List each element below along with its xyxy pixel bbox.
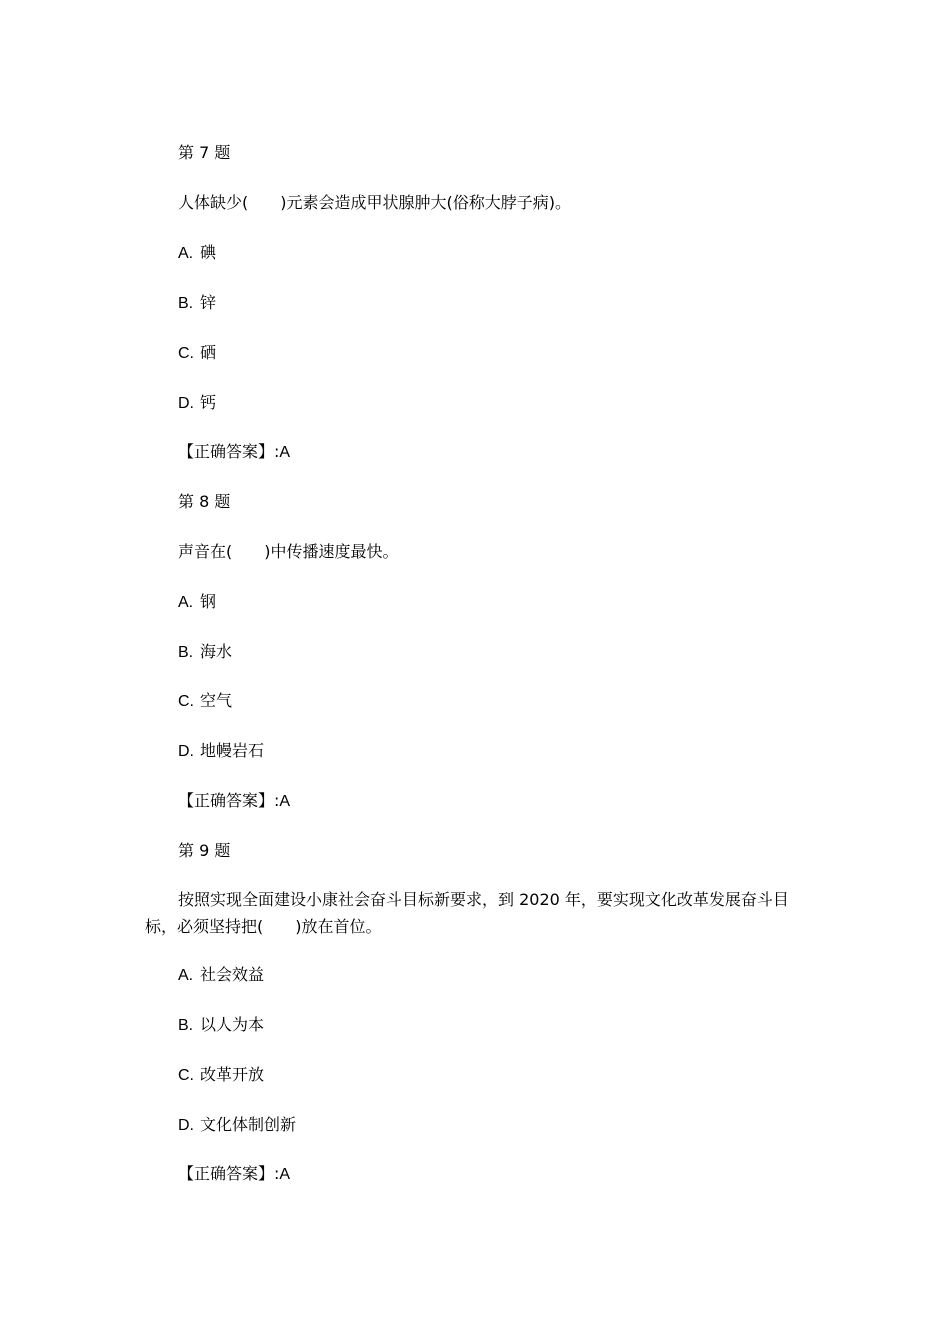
option-b [178,293,216,313]
option-text: 锌 [200,293,217,312]
option-a [178,243,216,263]
option-letter: C. [178,1067,194,1084]
answer-value: A [279,444,291,461]
option-text: 地幔岩石 [200,741,265,760]
answer-label: 【正确答案】: [178,442,280,461]
option-text: 碘 [200,243,217,262]
option-letter: B. [178,295,194,312]
question-number: 第 8 题 [178,492,231,511]
option-text: 空气 [200,691,233,710]
option-letter: C. [178,693,194,710]
question-number: 第 9 题 [178,841,231,860]
option-a [178,592,216,612]
option-letter: A. [178,967,194,984]
question-stem: 声音在( )中传播速度最快。 [178,542,399,561]
option-c [178,343,216,363]
option-letter: A. [178,245,194,262]
answer-label: 【正确答案】: [178,1164,280,1183]
question-stem: 人体缺少( )元素会造成甲状腺肿大(俗称大脖子病)。 [178,193,571,212]
option-text: 文化体制创新 [200,1115,297,1134]
option-d [178,393,216,413]
option-c [178,691,232,711]
answer-label: 【正确答案】: [178,791,280,810]
option-letter: A. [178,594,194,611]
option-letter: D. [178,743,194,760]
option-a [178,965,264,985]
option-text: 钙 [200,393,217,412]
answer-value: A [279,1166,291,1183]
option-b [178,1015,264,1035]
option-text: 钢 [200,592,217,611]
option-letter: B. [178,1017,194,1034]
option-letter: B. [178,644,194,661]
question-number: 第 7 题 [178,143,231,162]
option-letter: C. [178,345,194,362]
answer-line [178,442,290,462]
answer-value: A [279,793,291,810]
answer-line [178,791,290,811]
option-b [178,642,232,662]
option-letter: D. [178,395,194,412]
option-d [178,741,264,761]
option-text: 社会效益 [200,965,265,984]
option-text: 改革开放 [200,1065,265,1084]
option-text: 海水 [200,642,233,661]
option-text: 以人为本 [200,1015,265,1034]
option-c [178,1065,264,1085]
option-d [178,1115,296,1135]
answer-line [178,1164,290,1184]
option-letter: D. [178,1117,194,1134]
question-stem: 按照实现全面建设小康社会奋斗目标新要求，到 2020 年，要实现文化改革发展奋斗目标，必须坚持把( )放在首位。 [145,890,789,936]
option-text: 硒 [200,343,217,362]
